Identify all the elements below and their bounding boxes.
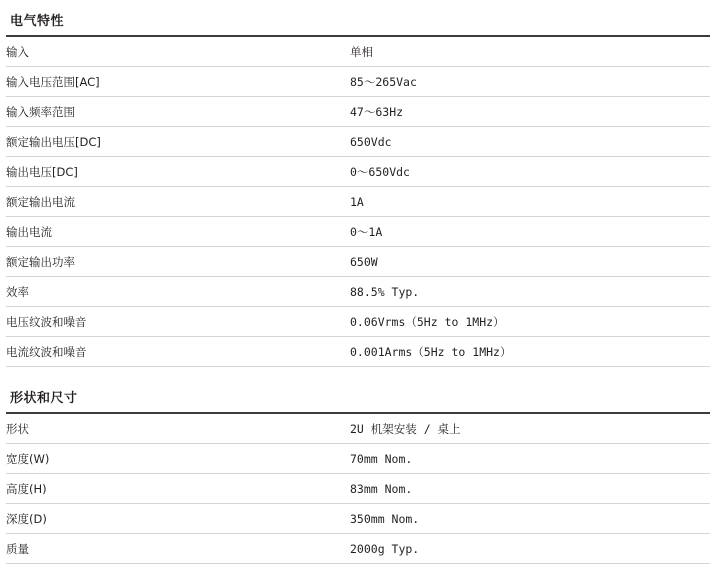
table-row: [6, 37, 710, 67]
table-row: [6, 247, 710, 277]
table-row: [6, 444, 710, 474]
spec-label: 额定输出功率: [6, 247, 350, 277]
spec-table-shape-dimensions: [6, 414, 710, 564]
spec-label: 效率: [6, 277, 350, 307]
table-row: [6, 67, 710, 97]
section-shape-dimensions: [6, 377, 710, 564]
spec-value: 2U 机架安装 / 桌上: [350, 414, 710, 444]
table-row: [6, 157, 710, 187]
table-row: [6, 534, 710, 564]
section-title-electrical: 电气特性: [10, 14, 65, 29]
table-row: [6, 337, 710, 367]
spec-label: 输入: [6, 37, 350, 67]
spec-label: 电流纹波和噪音: [6, 337, 350, 367]
spec-table-electrical: [6, 37, 710, 367]
spec-label: 质量: [6, 534, 350, 564]
spec-value: 70mm Nom.: [350, 444, 710, 474]
spec-label: 电压纹波和噪音: [6, 307, 350, 337]
spec-label: 额定输出电压[DC]: [6, 127, 350, 157]
section-electrical: [6, 0, 710, 367]
spec-value: 88.5% Typ.: [350, 277, 710, 307]
table-row: [6, 277, 710, 307]
table-row: [6, 217, 710, 247]
table-row: [6, 307, 710, 337]
spec-value: 83mm Nom.: [350, 474, 710, 504]
spec-label: 高度(H): [6, 474, 350, 504]
spec-value: 1A: [350, 187, 710, 217]
spec-value: 85〜265Vac: [350, 67, 710, 97]
spec-label: 宽度(W): [6, 444, 350, 474]
spec-label: 输入电压范围[AC]: [6, 67, 350, 97]
spec-value: 0.06Vrms（5Hz to 1MHz）: [350, 307, 710, 337]
table-row: [6, 474, 710, 504]
table-row: [6, 504, 710, 534]
spec-value: 0〜1A: [350, 217, 710, 247]
table-row: [6, 97, 710, 127]
spec-label: 输出电流: [6, 217, 350, 247]
spec-value: 47〜63Hz: [350, 97, 710, 127]
spec-value: 0.001Arms（5Hz to 1MHz）: [350, 337, 710, 367]
spec-value: 单相: [350, 37, 710, 67]
table-row: [6, 127, 710, 157]
table-row: [6, 414, 710, 444]
table-row: [6, 187, 710, 217]
spec-label: 深度(D): [6, 504, 350, 534]
spec-value: 650Vdc: [350, 127, 710, 157]
spec-label: 输入频率范围: [6, 97, 350, 127]
spec-value: 350mm Nom.: [350, 504, 710, 534]
section-spacer: [6, 367, 710, 377]
spec-value: 650W: [350, 247, 710, 277]
spec-value: 0〜650Vdc: [350, 157, 710, 187]
spec-label: 输出电压[DC]: [6, 157, 350, 187]
section-title-shape-dimensions: 形状和尺寸: [10, 391, 78, 406]
spec-label: 形状: [6, 414, 350, 444]
spec-value: 2000g Typ.: [350, 534, 710, 564]
spec-label: 额定输出电流: [6, 187, 350, 217]
